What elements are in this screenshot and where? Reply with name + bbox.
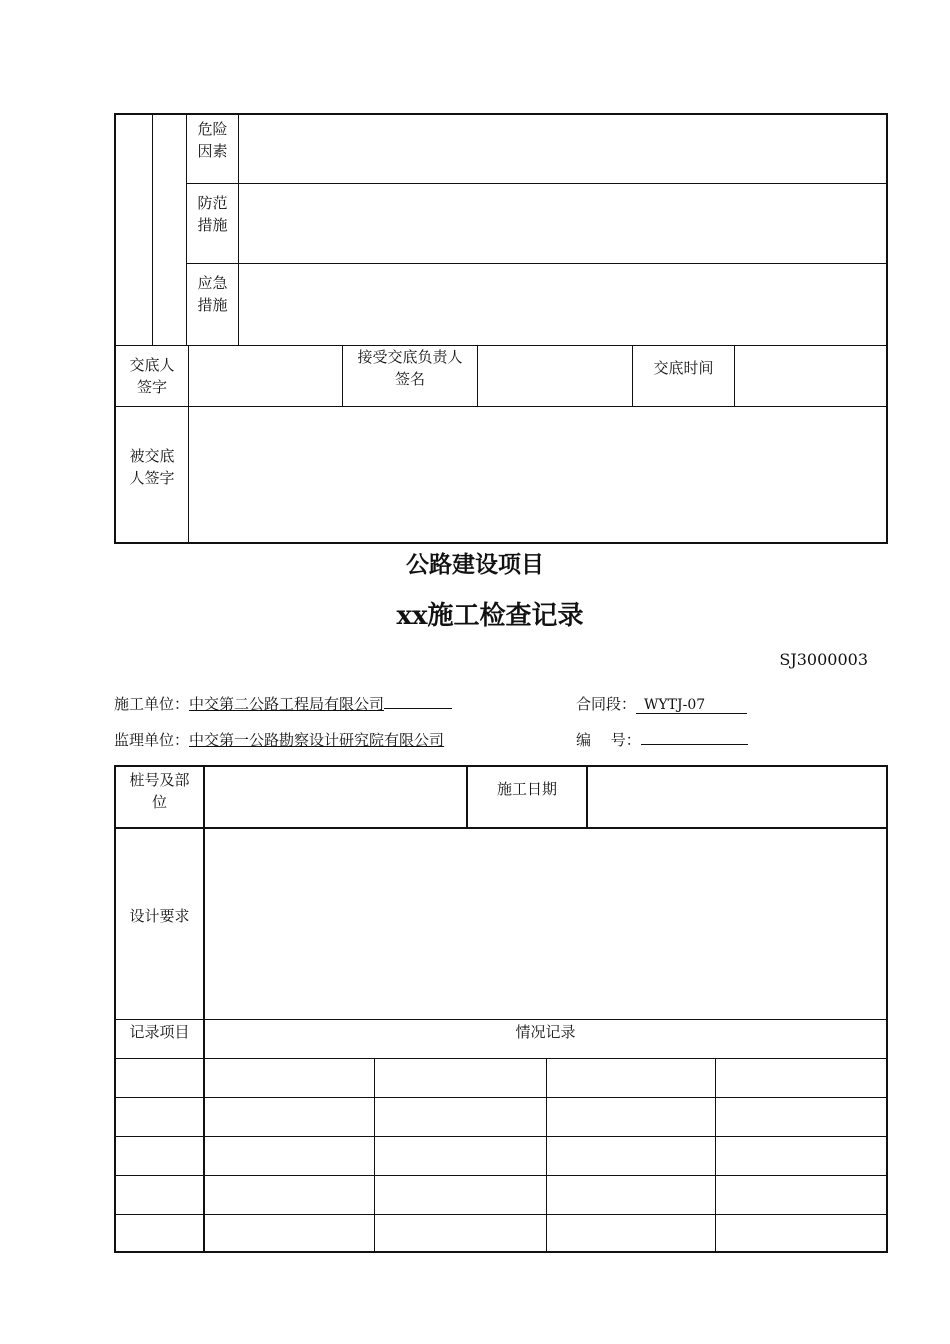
serial-number-label: 编 号： xyxy=(576,731,641,749)
project-title: 公路建设项目 xyxy=(406,552,544,578)
prevention-measures-label: 防范 措施 xyxy=(197,194,228,234)
serial-number-blank xyxy=(641,730,748,745)
station-location-label: 桩号及部 位 xyxy=(129,771,190,811)
construction-date-label: 施工日期 xyxy=(496,780,557,798)
supervisor-value: 中交第一公路勘察设计研究院有限公司 xyxy=(189,731,445,749)
presenter-signature-label: 交底人 签字 xyxy=(129,356,175,396)
serial-number-field xyxy=(576,729,748,750)
contractor-value: 中交第二公路工程局有限公司 xyxy=(189,695,385,713)
emergency-measures-label: 应急 措施 xyxy=(197,274,228,314)
document-code: SJ3000003 xyxy=(779,650,868,669)
form-title: xx施工检查记录 xyxy=(396,601,584,631)
contract-section-label: 合同段： xyxy=(576,695,637,713)
record-item-label: 记录项目 xyxy=(129,1023,190,1041)
briefing-time-label: 交底时间 xyxy=(653,359,714,377)
contract-section-field xyxy=(576,693,747,714)
contractor-field xyxy=(114,693,452,714)
design-requirements-label: 设计要求 xyxy=(129,907,190,925)
supervisor-label: 监理单位： xyxy=(114,731,190,749)
contractor-label: 施工单位： xyxy=(114,695,190,713)
situation-record-label: 情况记录 xyxy=(515,1023,576,1041)
receiver-head-signature-label: 接受交底负责人 签名 xyxy=(357,348,463,388)
recipients-signature-label: 被交底 人签字 xyxy=(129,447,175,487)
contract-section-value: WYTJ-07 xyxy=(636,698,747,714)
supervisor-field xyxy=(114,729,444,750)
hazard-factors-label: 危险 因素 xyxy=(197,120,228,160)
